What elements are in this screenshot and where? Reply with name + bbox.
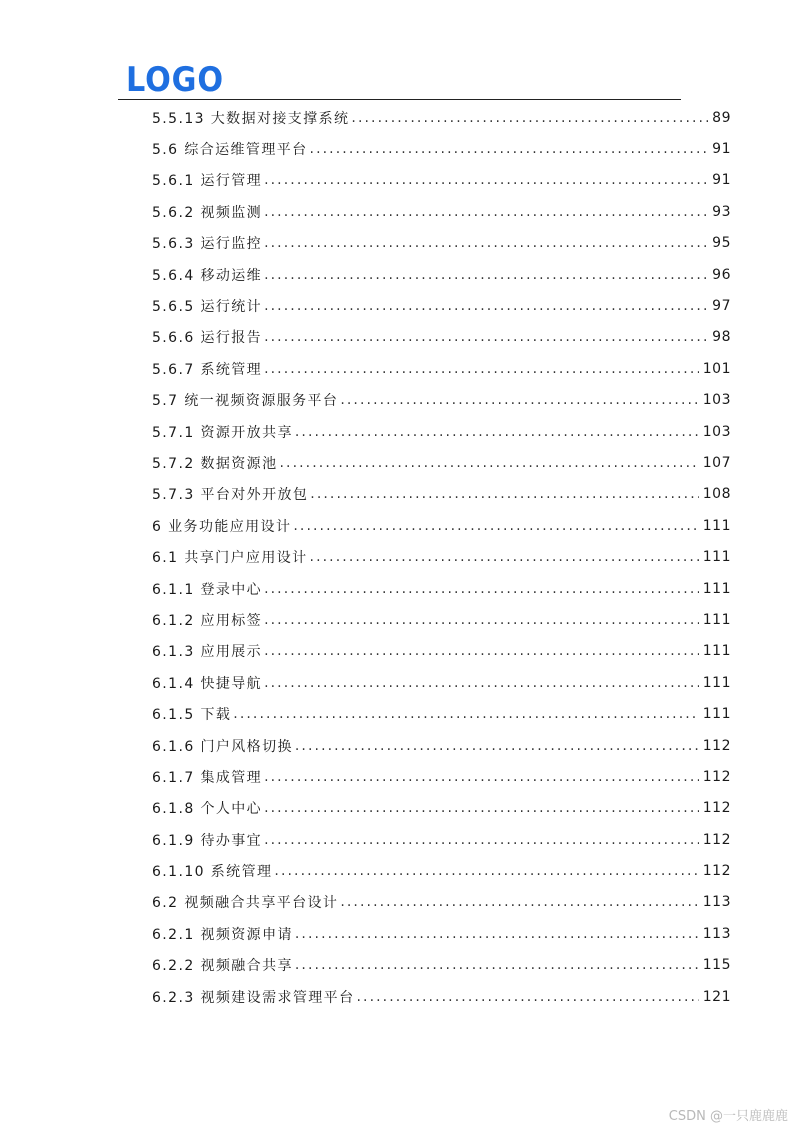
toc-entry-page-number: 113 [702, 925, 731, 942]
toc-dot-leader [295, 957, 699, 973]
toc-entry-label: 5.6.2 视频监测 [152, 204, 263, 221]
toc-entry-page-number: 91 [712, 141, 731, 158]
toc-entry-label: 5.6.6 运行报告 [152, 330, 263, 347]
toc-entry-label: 5.6.1 运行管理 [152, 173, 263, 190]
toc-entry-label: 5.7.2 数据资源池 [152, 455, 278, 472]
toc-entry-label: 6.1.5 下载 [152, 707, 232, 724]
toc-dot-leader [274, 863, 698, 879]
toc-entry-label: 6.1 共享门户应用设计 [152, 550, 308, 567]
toc-dot-leader [264, 769, 699, 785]
toc-entry[interactable] [152, 228, 731, 259]
toc-entry[interactable] [152, 290, 731, 321]
toc-dot-leader [295, 424, 699, 440]
toc-entry-label: 5.6.5 运行统计 [152, 299, 263, 316]
toc-entry-page-number: 103 [702, 423, 731, 440]
toc-entry-label: 6.1.4 快捷导航 [152, 675, 263, 692]
toc-dot-leader [340, 392, 698, 408]
toc-entry[interactable] [152, 133, 731, 164]
toc-entry-label: 6.1.10 系统管理 [152, 864, 273, 881]
toc-entry[interactable] [152, 353, 731, 384]
toc-dot-leader [310, 549, 699, 565]
toc-entry-label: 5.6.4 移动运维 [152, 267, 263, 284]
toc-dot-leader [264, 172, 708, 188]
toc-dot-leader [293, 518, 698, 534]
toc-dot-leader [295, 738, 699, 754]
toc-entry-page-number: 111 [702, 674, 731, 691]
toc-entry-page-number: 112 [702, 863, 731, 880]
toc-entry[interactable] [152, 573, 731, 604]
toc-entry-page-number: 89 [712, 109, 731, 126]
toc-dot-leader [264, 235, 708, 251]
toc-entry[interactable] [152, 165, 731, 196]
toc-entry-page-number: 107 [702, 454, 731, 471]
toc-entry[interactable] [152, 416, 731, 447]
toc-dot-leader [264, 361, 699, 377]
toc-entry-page-number: 111 [702, 549, 731, 566]
toc-entry[interactable] [152, 698, 731, 729]
toc-entry-label: 6.2.3 视频建设需求管理平台 [152, 989, 355, 1006]
toc-entry-label: 6.1.6 门户风格切换 [152, 738, 293, 755]
toc-dot-leader [264, 581, 699, 597]
toc-entry-page-number: 95 [712, 235, 731, 252]
toc-entry-page-number: 101 [702, 360, 731, 377]
toc-entry[interactable] [152, 102, 731, 133]
toc-dot-leader [264, 643, 699, 659]
toc-entry-label: 6.1.9 待办事宜 [152, 832, 263, 849]
toc-entry-label: 6.2.1 视频资源申请 [152, 926, 293, 943]
toc-dot-leader [264, 267, 708, 283]
toc-entry-label: 5.7.3 平台对外开放包 [152, 487, 309, 504]
toc-dot-leader [264, 800, 699, 816]
toc-entry[interactable] [152, 950, 731, 981]
toc-entry-label: 5.6 综合运维管理平台 [152, 142, 308, 159]
toc-entry-label: 5.6.3 运行监控 [152, 236, 263, 253]
toc-entry-page-number: 112 [702, 737, 731, 754]
toc-dot-leader [351, 110, 708, 126]
toc-dot-leader [279, 455, 698, 471]
toc-entry-page-number: 111 [702, 611, 731, 628]
toc-entry[interactable] [152, 541, 731, 572]
toc-entry[interactable] [152, 730, 731, 761]
toc-entry-page-number: 111 [702, 706, 731, 723]
toc-entry[interactable] [152, 918, 731, 949]
toc-entry-label: 6.1.2 应用标签 [152, 612, 263, 629]
toc-entry[interactable] [152, 793, 731, 824]
toc-entry-page-number: 103 [702, 392, 731, 409]
toc-entry-label: 5.6.7 系统管理 [152, 361, 263, 378]
toc-entry-page-number: 108 [702, 486, 731, 503]
toc-entry[interactable] [152, 761, 731, 792]
toc-entry-page-number: 111 [702, 580, 731, 597]
toc-entry[interactable] [152, 322, 731, 353]
toc-dot-leader [264, 675, 699, 691]
table-of-contents [152, 102, 731, 1012]
toc-dot-leader [310, 141, 709, 157]
toc-entry-page-number: 115 [702, 957, 731, 974]
toc-entry-page-number: 97 [712, 298, 731, 315]
toc-entry[interactable] [152, 667, 731, 698]
toc-entry-label: 6.1.8 个人中心 [152, 801, 263, 818]
toc-dot-leader [295, 926, 699, 942]
watermark: CSDN @一只鹿鹿鹿 [668, 1109, 788, 1124]
toc-dot-leader [264, 329, 708, 345]
toc-dot-leader [264, 298, 708, 314]
toc-dot-leader [233, 706, 698, 722]
toc-entry-page-number: 112 [702, 800, 731, 817]
toc-entry[interactable] [152, 824, 731, 855]
toc-entry-page-number: 98 [712, 329, 731, 346]
toc-entry-page-number: 96 [712, 266, 731, 283]
toc-entry[interactable] [152, 510, 731, 541]
toc-entry[interactable] [152, 259, 731, 290]
toc-entry[interactable] [152, 604, 731, 635]
toc-entry-label: 6.1.3 应用展示 [152, 644, 263, 661]
toc-entry[interactable] [152, 196, 731, 227]
header-divider [118, 99, 681, 100]
toc-dot-leader [264, 832, 699, 848]
toc-entry[interactable] [152, 385, 731, 416]
toc-entry-page-number: 112 [702, 768, 731, 785]
toc-dot-leader [264, 612, 699, 628]
logo [126, 60, 226, 96]
toc-dot-leader [264, 204, 708, 220]
toc-entry-label: 6.2.2 视频融合共享 [152, 958, 293, 975]
toc-entry-page-number: 93 [712, 203, 731, 220]
toc-dot-leader [356, 989, 698, 1005]
toc-entry-label: 5.5.13 大数据对接支撑系统 [152, 110, 350, 127]
toc-entry-label: 6.2 视频融合共享平台设计 [152, 895, 339, 912]
toc-entry[interactable] [152, 447, 731, 478]
toc-entry-page-number: 121 [702, 988, 731, 1005]
toc-entry-page-number: 111 [702, 517, 731, 534]
toc-entry[interactable] [152, 479, 731, 510]
toc-entry[interactable] [152, 855, 731, 886]
toc-entry[interactable] [152, 887, 731, 918]
toc-entry-page-number: 91 [712, 172, 731, 189]
toc-entry-label: 5.7.1 资源开放共享 [152, 424, 293, 441]
toc-entry-page-number: 112 [702, 831, 731, 848]
toc-dot-leader [340, 894, 698, 910]
toc-dot-leader [310, 486, 698, 502]
toc-entry-page-number: 111 [702, 643, 731, 660]
toc-entry-label: 6.1.7 集成管理 [152, 769, 263, 786]
toc-entry[interactable] [152, 981, 731, 1012]
toc-entry-page-number: 113 [702, 894, 731, 911]
toc-entry-label: 6.1.1 登录中心 [152, 581, 263, 598]
toc-entry[interactable] [152, 636, 731, 667]
toc-entry-label: 5.7 统一视频资源服务平台 [152, 393, 339, 410]
logo-text: LOGO [126, 60, 224, 96]
toc-entry-label: 6 业务功能应用设计 [152, 518, 292, 535]
